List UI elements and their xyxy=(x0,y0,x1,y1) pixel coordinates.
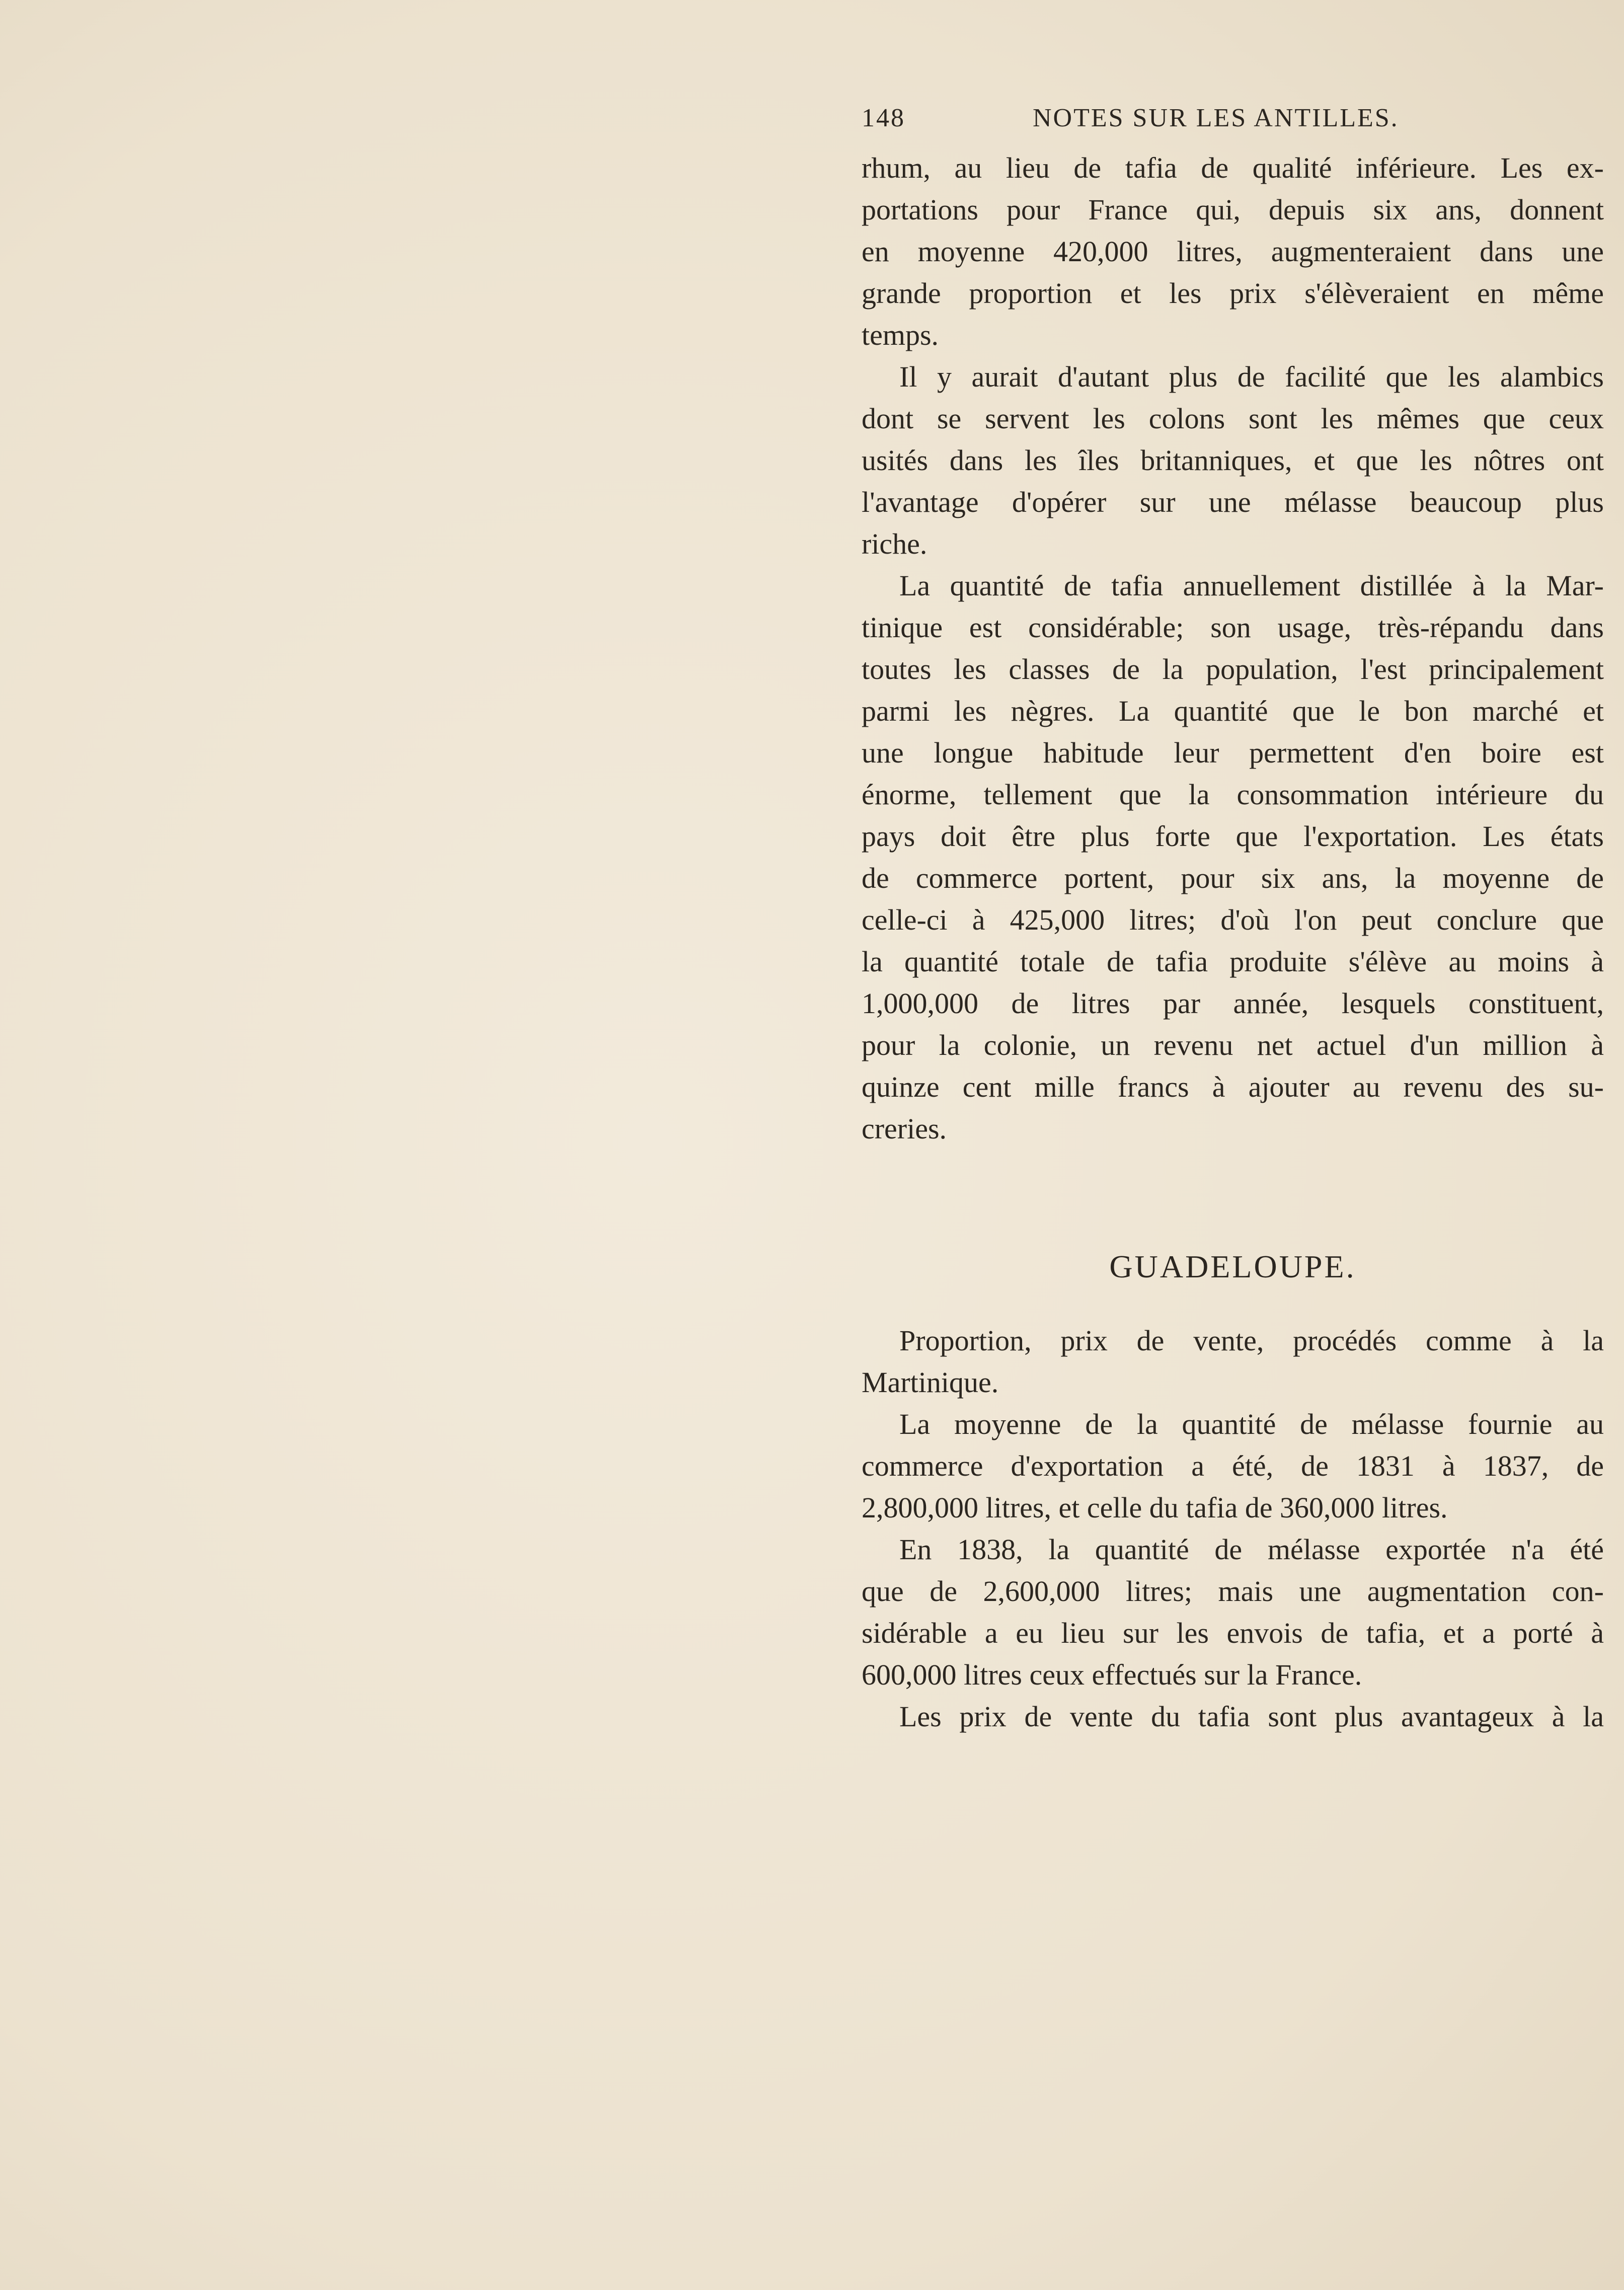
text-line: riche. xyxy=(862,527,927,560)
text-line: l'avantage d'opérer sur une mélasse beaucoup plus xyxy=(862,486,1604,518)
running-header xyxy=(862,103,1455,143)
text-line: la quantité totale de tafia produite s'élève au moins à xyxy=(862,945,1604,978)
page-number: 148 xyxy=(862,104,905,132)
text-line: 600,000 litres ceux effectués sur la France. xyxy=(862,1658,1362,1691)
text-line: grande proportion et les prix s'élèveraient en même xyxy=(862,277,1604,310)
text-line: parmi les nègres. La quantité que le bon marché et xyxy=(862,695,1604,727)
text-line: que de 2,600,000 litres; mais une augmentation con- xyxy=(862,1575,1604,1608)
text-line: rhum, au lieu de tafia de qualité inférieure. Les ex- xyxy=(862,151,1604,184)
text-line: creries. xyxy=(862,1112,947,1145)
text-line: pour la colonie, un revenu net actuel d'un million à xyxy=(862,1029,1604,1061)
text-line: Il y aurait d'autant plus de facilité que les alambics xyxy=(899,360,1604,393)
text-line: celle-ci à 425,000 litres; d'où l'on peut conclure que xyxy=(862,903,1604,936)
text-line: tinique est considérable; son usage, très-répandu dans xyxy=(862,611,1604,644)
text-line: Martinique. xyxy=(862,1366,999,1399)
running-title: NOTES SUR LES ANTILLES. xyxy=(1033,104,1399,132)
section-heading: GUADELOUPE. xyxy=(1109,1249,1356,1284)
text-line: temps. xyxy=(862,319,939,351)
text-line: commerce d'exportation a été, de 1831 à 1837, de xyxy=(862,1449,1604,1482)
text-line: La quantité de tafia annuellement distillée à la Mar- xyxy=(899,569,1604,602)
text-line: usités dans les îles britanniques, et que les nôtres ont xyxy=(862,444,1604,477)
text-line: Proportion, prix de vente, procédés comme à la xyxy=(899,1324,1604,1357)
text-line: dont se servent les colons sont les mêmes que ceux xyxy=(862,402,1604,435)
text-line: pays doit être plus forte que l'exportation. Les états xyxy=(862,820,1604,853)
text-line: quinze cent mille francs à ajouter au revenu des su- xyxy=(862,1071,1604,1103)
text-line: sidérable a eu lieu sur les envois de tafia, et a porté à xyxy=(862,1617,1604,1649)
text-line: En 1838, la quantité de mélasse exportée n'a été xyxy=(899,1533,1604,1566)
text-line: énorme, tellement que la consommation intérieure du xyxy=(862,778,1604,811)
text-line: La moyenne de la quantité de mélasse fournie au xyxy=(899,1408,1604,1440)
body-text-guadeloupe xyxy=(862,1320,1604,1737)
text-line: portations pour France qui, depuis six ans, donnent xyxy=(862,193,1604,226)
text-line: 1,000,000 de litres par année, lesquels constituent, xyxy=(862,987,1604,1020)
text-line: 2,800,000 litres, et celle du tafia de 360,000 litres. xyxy=(862,1491,1448,1524)
text-line: Les prix de vente du tafia sont plus avantageux à la xyxy=(899,1700,1604,1733)
text-line: de commerce portent, pour six ans, la moyenne de xyxy=(862,862,1604,894)
text-line: toutes les classes de la population, l'est principalement xyxy=(862,653,1604,685)
text-line: une longue habitude leur permettent d'en boire est xyxy=(862,736,1604,769)
text-line: en moyenne 420,000 litres, augmenteraient dans une xyxy=(862,235,1604,268)
body-text-martinique xyxy=(862,147,1604,1150)
